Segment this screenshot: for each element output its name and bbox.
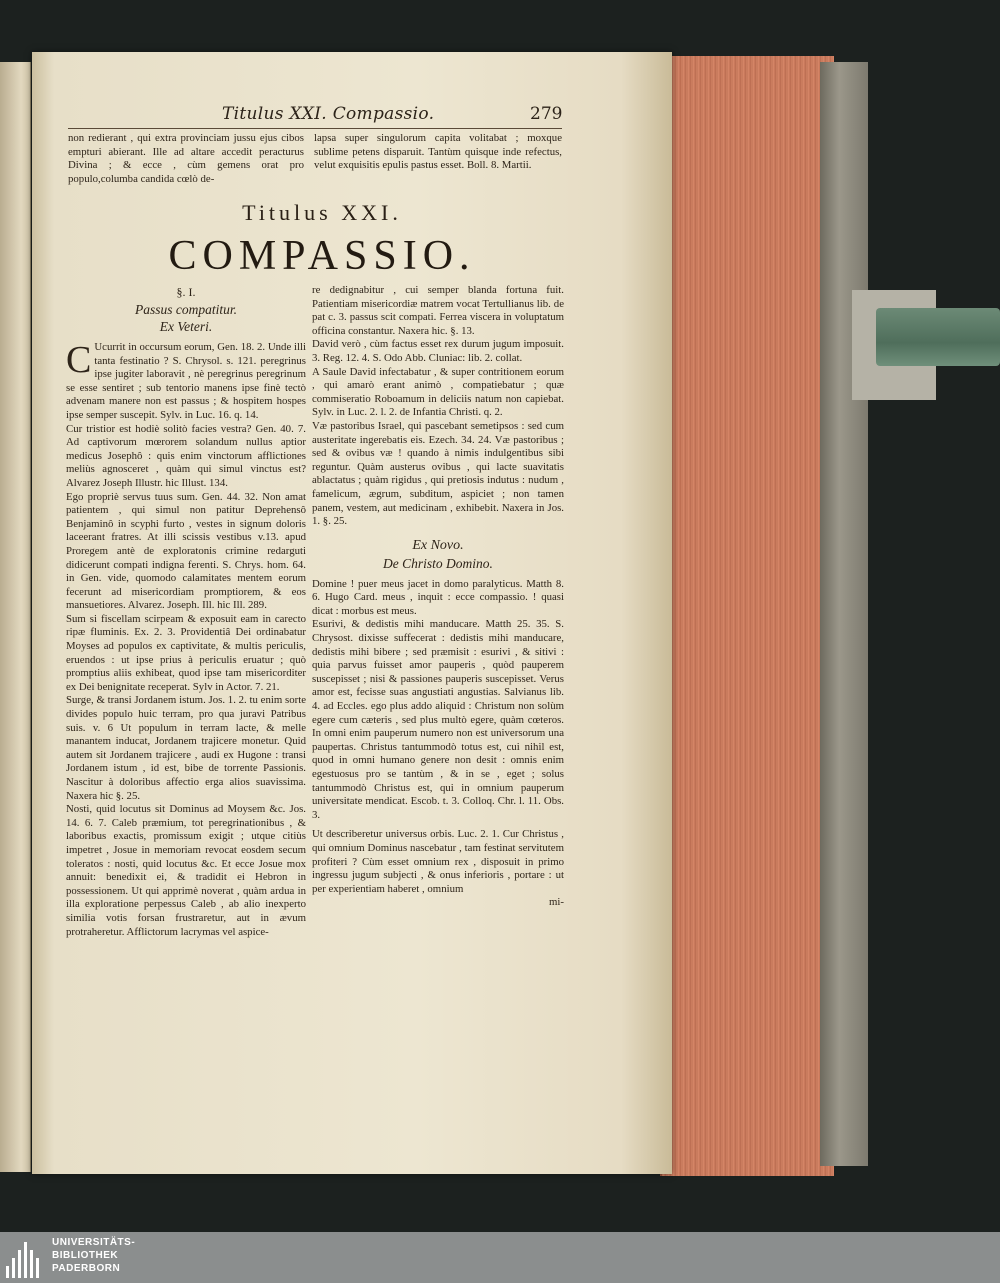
left-page-edge xyxy=(0,62,31,1172)
paragraph: Ut describeretur universus orbis. Luc. 2. 1. Cur Christus , qui omnium Dominus nascebatur , tam festinat servitutem profiteri ? Cùm esset omnium rex , disposuit in primo ingressu jugum subjecti , & onus inferioris , portare : ut per experientiam haberet , omnium xyxy=(312,828,564,895)
paragraph: Cur tristior est hodiè solitò facies vestra? Gen. 40. 7. Ad captivorum mœrorem solandum nullus aptior medicus Josephô : quis enim vinctorum afflictiones meliùs agnosceret , quàm qui simul vinctus est? Alvarez Joseph Illustr. hic Illust. 134. xyxy=(66,422,306,489)
book-clasp xyxy=(876,308,1000,366)
paragraph: A Saule David infectabatur , & super contritionem eorum , qui amarò erant animò , compatiebatur ; quæ commiseratio Roboamum in deliciis natum non capiebat. Sylv. in Luc. 2. l. 2. de Infantia Christi. q. 2. xyxy=(312,365,564,419)
title-line-1: Titulus XXI. xyxy=(242,200,402,225)
library-line-2: BIBLIOTHEK xyxy=(52,1250,119,1261)
paragraph: re dedignabitur , cui semper blanda fortuna fuit. Patientiam misericordiæ matrem vocat Tertullianus lib. de pat c. 3. passus scit compati. Ferrea viscera in voluptatum officina constantur. Naxera hic. §. 13. xyxy=(312,284,564,337)
subsection-heading: Ex Veteri. xyxy=(159,319,213,334)
paragraph: Surge, & transi Jordanem istum. Jos. 1. 2. tu enim sorte divides populo huic terram, pro qua juravi Patribus suis. v. 6 Ut populum in terram lacte, & melle manantem inducat, Jordanem trajicere monetur. Quid autem sit Jordanem trajicere , audi ex Hugone : transi Jordanem istum , id est, bibe de torrente Passionis. Nascitur à doloribus affectio erga alios suavissima. Naxera hic §. 25. xyxy=(66,694,306,802)
paragraph: C Ucurrit in occursum eorum, Gen. 18. 2. Unde illi tanta festinatio ? S. Chrysol. s. 121. peregrinus ipse jugiter laboravit , nè peregrinus peregrinum se esse sentiret ; sub tentorio manens ipse finè tectò advenam manere non est passus ; & hospitem hospes ipse semper suscepit. Sylv. in Luc. 16. q. 14. xyxy=(66,339,306,421)
top-right-text xyxy=(314,132,562,173)
section-heading: Ex Novo. xyxy=(412,537,464,553)
top-left-paragraph: non redierant , qui extra provinciam jussu ejus cibos empturi abierant. Ille ad altare accedit peracturus Divina ; & ecce , cùm gemens orat pro populo,columba candida cœlò de- xyxy=(68,132,304,185)
top-left-text xyxy=(68,132,304,186)
section-number: §. I. xyxy=(176,285,196,299)
page-edges xyxy=(660,56,834,1176)
section-heading: Passus compatitur. xyxy=(134,302,237,317)
library-line-1: UNIVERSITÄTS- xyxy=(52,1237,136,1248)
library-line-3: PADERBORN xyxy=(52,1263,121,1274)
book-page xyxy=(32,52,672,1174)
page-number: 279 xyxy=(530,104,563,124)
right-column xyxy=(312,284,564,910)
paragraph: David verò , cùm factus esset rex durum jugum imposuit. 3. Reg. 12. 4. S. Odo Abb. Cluniac: lib. 2. collat. xyxy=(312,338,564,364)
library-name xyxy=(52,1236,135,1275)
paragraph: Esurivi, & dedistis mihi manducare. Matth 25. 35. S. Chrysost. dixisse suffecerat : dedistis mihi manducare, dedistis mihi bibere ; sed præmisit : esurivi , & sitivi : quia parvus fuisset amor pauperis , quòd pauperem suscepisset ; nisi & passiones pauperis suscepisset. Verus amor est, fecisse suas angustiati angustias. Salvianus lib. 4. ad Eccles. ego plus addo aliquid : Christum non solùm egere cum cæteris , sed plus multò egere, quàm cœteros. In omni enim pauperum numero non est universorum una paupertas. Christus tantummodò totus est, cui nihil est, quod in omni humano genere non desit : omnis enim egestuosus pro se tantùm , & in se , eget ; solus tantummodò Christus est, qui in omnium pauperum universitate mendicat. Escob. t. 3. Colloq. Chr. l. 11. Obs. 3. xyxy=(312,618,564,821)
title-line-2: COMPASSIO. xyxy=(168,233,476,279)
library-logo-icon xyxy=(6,1238,46,1278)
running-head: Titulus XXI. Compassio. xyxy=(222,104,435,124)
subsection-heading: De Christo Domino. xyxy=(383,555,493,571)
header-rule xyxy=(68,128,562,129)
drop-cap: C xyxy=(66,339,92,381)
paragraph: Domine ! puer meus jacet in domo paralyticus. Matth 8. 6. Hugo Card. meus , inquit : ecce compassio. ! quasi dicat : morbus est meus. xyxy=(312,577,564,617)
left-column xyxy=(66,284,306,939)
top-right-paragraph: lapsa super singulorum capita volitabat ; moxque sublime petens disparuit. Tantùm quisque inde refectus, velut exquisitis epulis pastus esset. Boll. 8. Martii. xyxy=(314,132,562,172)
library-footer xyxy=(0,1232,1000,1283)
paragraph: Væ pastoribus Israel, qui pascebant semetipsos : sed cum austeritate ingerebatis eis. Ezech. 34. 24. Væ pastoribus ; sed & ovibus væ ! quando à nimis indulgentibus sibi reguntur. Quàm austerus ovibus , qui lacte suavitatis ablactatus ; quàm rigidus , qui pretiosis indutus : nudum , famelicum, ægrum, subditum, aspiciet ; non tamen panem, vestem, aut medicinam , exhibebit. Naxera in Jos. 1. §. 25. xyxy=(312,419,564,528)
paragraph: Ego propriè servus tuus sum. Gen. 44. 32. Non amat patientem , qui simul non patitur Deprehensô Benjaminô in scyphi furto , vestes in signum doloris laceerant fratres. At illi scissis vestibus v.13. apud Proregem antè de exploratonis crimine redarguti didicerunt compati indigna ferenti. S. Chrys. hom. 64. in Gen. vide, quomodo calamitates mentem eorum fecerunt ad misericordiam promptiorem, & eos mansuetiores. Alvarez. Joseph. Ill. hic Ill. 289. xyxy=(66,490,306,612)
catchword: mi- xyxy=(549,896,564,909)
paragraph: Sum si fiscellam scirpeam & exposuit eam in carecto ripæ fluminis. Ex. 2. 3. Providentiâ Dei ordinabatur Moyses ad populos ex captivitate, & multis periculis, eruendos : ut ipse prius à periculis eruatur ; quò promptius aliis exhibeat, quod ipse tam misericorditer ex Dei benignitate receperat. Sylv in Actor. 7. 21. xyxy=(66,612,306,693)
paragraph: Nosti, quid locutus sit Dominus ad Moysem &c. Jos. 14. 6. 7. Caleb præmium, tot peregrinationibus , & laboribus exactis, promissum exigit ; utque citiùs impetret , Josue in memoriam revocat eosdem secum toleratos : nosti, quid locutus &c. Et ecce Josue mox annuit: benedixit ei, & tradidit ei Hebron in possessionem. Ut qui apprimè noverat , quàm ardua in illa exploratione perpessus Caleb , ab alio inexperto similia votis forsan frustraretur, aut in ævum protraheretur. Afflictorum lacrymas vel aspice- xyxy=(66,803,306,938)
book-cover xyxy=(820,62,868,1166)
